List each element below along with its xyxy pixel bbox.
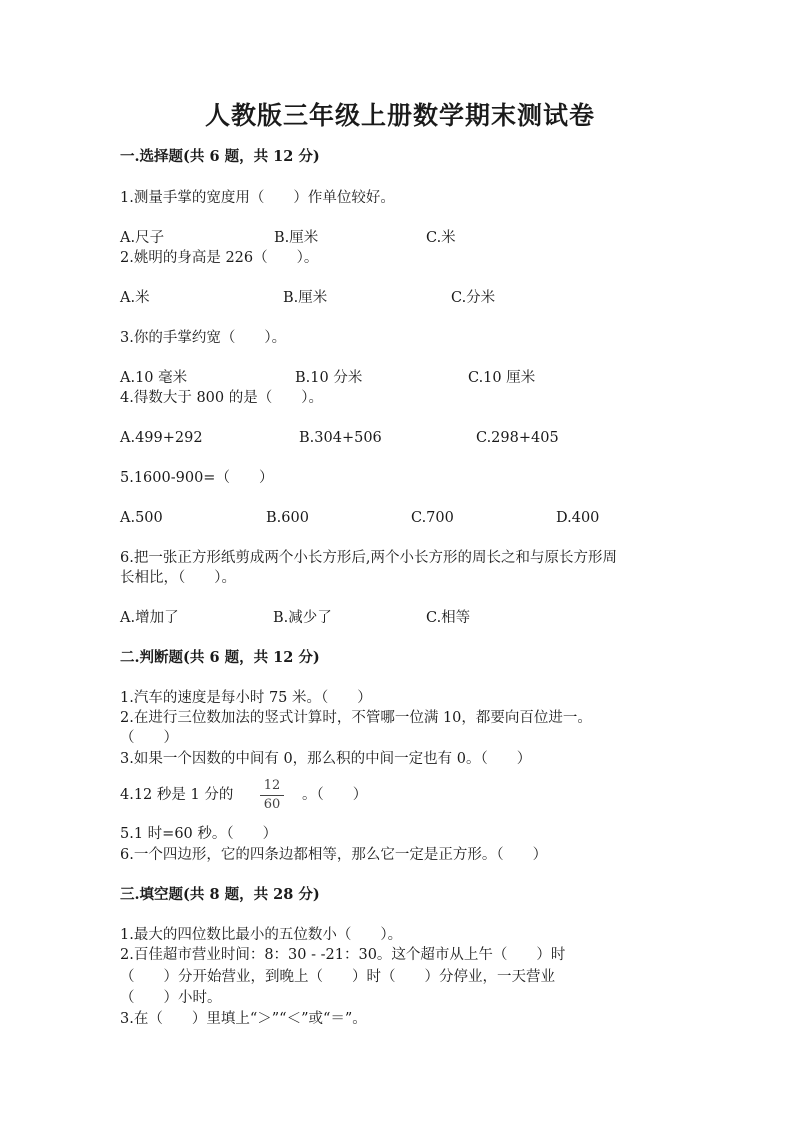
s1-q1-option-a: A.尺子 <box>120 230 165 246</box>
s1-q5-text: 5.1600-900=（ ） <box>120 470 274 486</box>
s1-q5-option-d: D.400 <box>556 510 600 526</box>
s1-q2-option-c: C.分米 <box>451 290 496 306</box>
s1-q3-text: 3.你的手掌约宽（ ）。 <box>120 330 287 346</box>
section3-heading: 三.填空题(共 8 题，共 28 分) <box>120 886 320 903</box>
s1-q4-option-a: A.499+292 <box>120 430 203 446</box>
s1-q6-text-line1: 6.把一张正方形纸剪成两个小长方形后,两个小长方形的周长之和与原长方形周 <box>120 550 617 566</box>
s2-q4-text-before: 4.12 秒是 1 分的 <box>120 787 234 803</box>
s1-q5-option-b: B.600 <box>266 510 309 526</box>
fraction <box>258 778 286 813</box>
s1-q1-option-b: B.厘米 <box>274 230 319 246</box>
fraction-bar <box>260 795 284 796</box>
s1-q3-option-b: B.10 分米 <box>295 370 363 386</box>
s1-q2-text: 2.姚明的身高是 226（ ）。 <box>120 250 319 266</box>
s1-q6-option-c: C.相等 <box>426 610 471 626</box>
s2-q3-text: 3.如果一个因数的中间有 0，那么积的中间一定也有 0。（ ） <box>120 751 532 767</box>
fraction-denominator: 60 <box>263 797 281 812</box>
section1-heading: 一.选择题(共 6 题，共 12 分) <box>120 148 320 165</box>
s1-q1-text: 1.测量手掌的宽度用（ ）作单位较好。 <box>120 190 395 206</box>
s1-q6-text-line2: 长相比，（ ）。 <box>120 570 236 586</box>
s2-q5-text: 5.1 时=60 秒。（ ） <box>120 826 278 842</box>
s1-q6-option-a: A.增加了 <box>120 610 179 626</box>
fraction-numerator: 12 <box>263 778 281 793</box>
s1-q6-option-b: B.减少了 <box>273 610 332 626</box>
page-title: 人教版三年级上册数学期末测试卷 <box>204 101 595 130</box>
s3-q2-text-line2: （ ）分开始营业，到晚上（ ）时（ ）分停业，一天营业 <box>120 969 555 985</box>
s3-q2-text-line1: 2.百佳超市营业时间：8：30 - -21：30。这个超市从上午（ ）时 <box>120 947 566 963</box>
s2-q2-text-line1: 2.在进行三位数加法的竖式计算时，不管哪一位满 10，都要向百位进一。 <box>120 710 592 726</box>
s3-q1-text: 1.最大的四位数比最小的五位数小（ ）。 <box>120 927 403 943</box>
s1-q3-option-a: A.10 毫米 <box>120 370 188 386</box>
s1-q2-option-a: A.米 <box>120 290 150 306</box>
s1-q2-option-b: B.厘米 <box>283 290 328 306</box>
s2-q4-text-after: 。（ ） <box>302 787 368 803</box>
s2-q6-text: 6.一个四边形，它的四条边都相等，那么它一定是正方形。（ ） <box>120 847 548 863</box>
s2-q2-text-line2: （ ） <box>120 730 178 746</box>
section2-heading: 二.判断题(共 6 题，共 12 分) <box>120 649 320 666</box>
s1-q4-option-c: C.298+405 <box>476 430 559 446</box>
s1-q5-option-a: A.500 <box>120 510 163 526</box>
s2-q1-text: 1.汽车的速度是每小时 75 米。（ ） <box>120 690 372 706</box>
s1-q1-option-c: C.米 <box>426 230 456 246</box>
s1-q4-option-b: B.304+506 <box>299 430 382 446</box>
s3-q2-text-line3: （ ）小时。 <box>120 990 222 1006</box>
s1-q3-option-c: C.10 厘米 <box>468 370 536 386</box>
s1-q4-text: 4.得数大于 800 的是（ ）。 <box>120 390 323 406</box>
s1-q5-option-c: C.700 <box>411 510 454 526</box>
s3-q3-text: 3.在（ ）里填上“＞”“＜”或“＝”。 <box>120 1011 367 1027</box>
